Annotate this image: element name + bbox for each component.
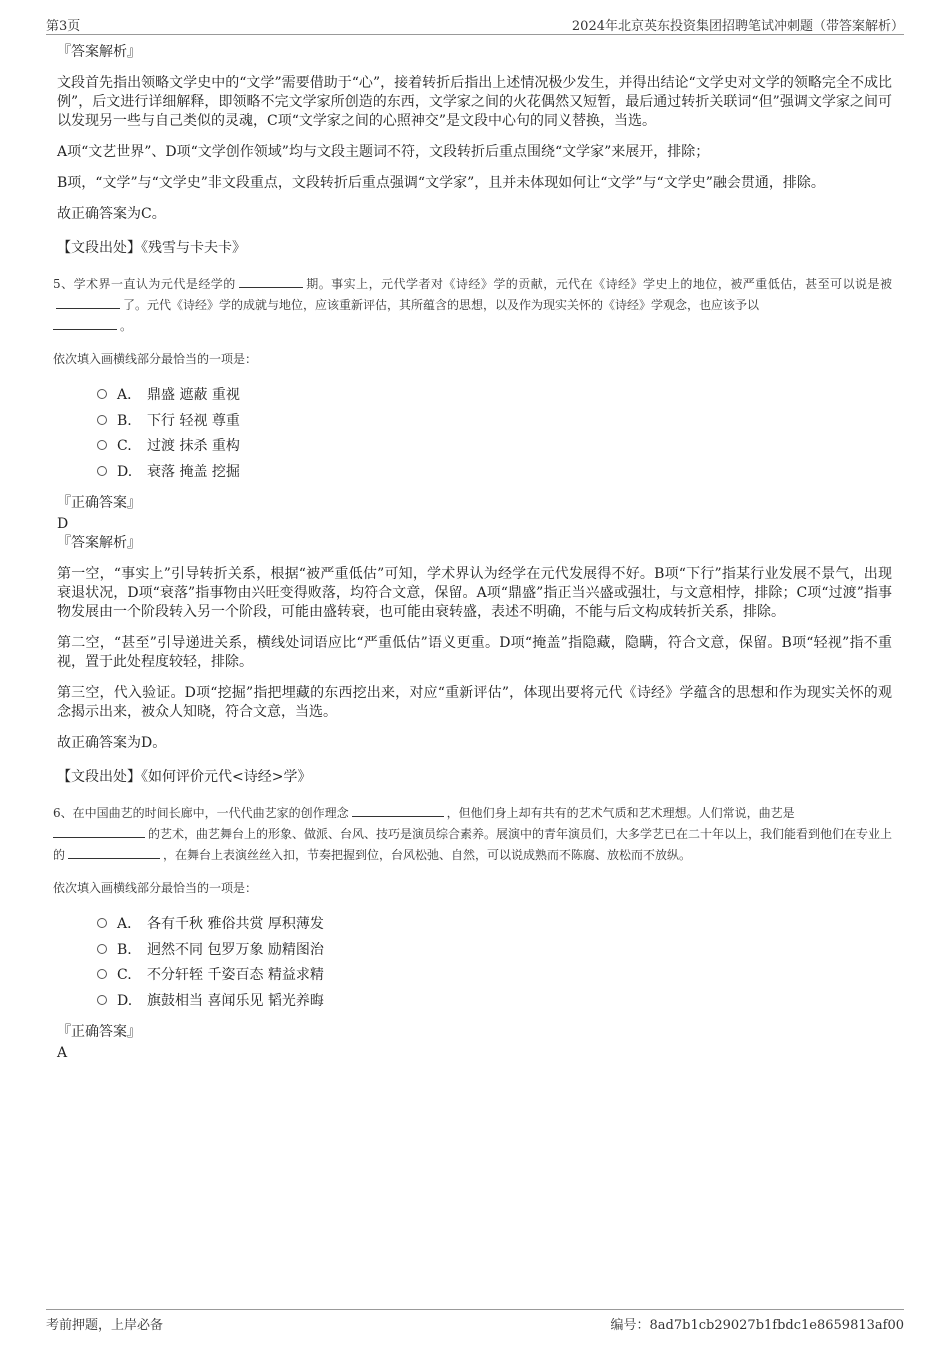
q5-blank-2: [56, 295, 120, 309]
q4-source: 【文段出处】《残雪与卡夫卡》: [57, 240, 246, 256]
q6-blank-2: [53, 824, 145, 838]
page-content: [53, 42, 893, 1062]
q5-options: [97, 383, 892, 485]
q5-correct-answer: D: [57, 516, 69, 532]
page-footer: [46, 1309, 904, 1334]
q5-prompt: 依次填入画横线部分最恰当的一项是：: [53, 352, 258, 366]
q6-option-b[interactable]: B. 迥然不同 包罗万象 励精图治: [97, 938, 892, 964]
q6-options: [97, 912, 892, 1014]
q5-analysis-para-3: 第三空，代入验证。D项“挖掘”指把埋藏的东西挖出来，对应“重新评估”，体现出要将元代《诗经》学蕴含的思想和作为现实关怀的观念揭示出来，被众人知晓，符合文意，当选。: [57, 685, 892, 720]
q6-option-c[interactable]: C. 不分轩轾 千姿百态 精益求精: [97, 963, 892, 989]
page-number: 第3页: [46, 19, 81, 34]
q6-option-d[interactable]: D. 旗鼓相当 喜闻乐见 韬光养晦: [97, 989, 892, 1015]
q5-option-a[interactable]: A． 鼎盛 遮蔽 重视: [97, 383, 892, 409]
radio-icon[interactable]: [97, 415, 107, 425]
radio-icon[interactable]: [97, 918, 107, 928]
q6-blank-3: [68, 845, 160, 859]
q5-source: 【文段出处】《如何评价元代<诗经>学》: [57, 769, 312, 785]
q5-option-c[interactable]: C. 过渡 抹杀 重构: [97, 434, 892, 460]
q4-analysis-para-4: 故正确答案为C。: [57, 206, 166, 222]
q6-option-a[interactable]: A． 各有千秋 雅俗共赏 厚积薄发: [97, 912, 892, 938]
q5-analysis-para-2: 第二空，“甚至”引导递进关系，横线处词语应比“严重低估”语义更重。D项“掩盖”指隐藏，隐瞒，符合文意，保留。B项“轻视”指不重视，置于此处程度较轻，排除。: [57, 635, 892, 670]
q4-analysis-para-2: A项“文艺世界”、D项“文学创作领域”均与文段主题词不符，文段转折后重点围绕“文学家”来展开，排除；: [57, 144, 710, 160]
q5-option-d[interactable]: D. 衰落 掩盖 挖掘: [97, 460, 892, 486]
page-header: [46, 12, 904, 35]
q6-correct-answer: A: [57, 1045, 68, 1061]
document-code: 编号：8ad7b1cb29027b1fbdc1e8659813af00: [610, 1318, 904, 1333]
q6-stem: 6、在中国曲艺的时间长廊中，一代代曲艺家的创作理念 ，但他们身上却有共有的艺术气质和艺术理想。人们常说，曲艺是 的艺术，曲艺舞台上的形象、做派、台风、技巧是演员综合素养。展演中的青年演员们，大多学艺已在二十年以上，我们能看到他们在专业上的 ，在舞台上表演丝丝入扣，节奏把握到位，台风松弛、自然，可以说成熟而不陈腐、放松而不放纵。: [53, 803, 892, 866]
q5-blank-1: [239, 274, 303, 288]
q4-analysis-para-3: B项，“文学”与“文学史”非文段重点，文段转折后重点强调“文学家”，且并未体现如何让“文学”与“文学史”融会贯通，排除。: [57, 175, 825, 191]
document-title: 2024年北京英东投资集团招聘笔试冲刺题（带答案解析）: [571, 19, 904, 34]
q5-correct-label: 『正确答案』: [57, 495, 141, 511]
q5-analysis-para-1: 第一空，“事实上”引导转折关系，根据“被严重低估”可知，学术界认为经学在元代发展得不好。B项“下行”指某行业发展不景气，出现衰退状况，D项“衰落”指事物由兴旺变得败落，均符合文意，保留。A项“鼎盛”指正当兴盛或强壮，与文意相悖，排除；C项“过渡”指事物发展由一个阶段转入另一个阶段，可能由盛转衰，也可能由衰转盛，表述不明确，不能与后文构成转折关系，排除。: [57, 566, 892, 620]
q6-blank-1: [352, 803, 444, 817]
q5-blank-3: [53, 316, 117, 330]
q6-correct-label: 『正确答案』: [57, 1024, 141, 1040]
q4-analysis-para-1: 文段首先指出领略文学史中的“文学”需要借助于“心”，接着转折后指出上述情况极少发生，并得出结论“文学史对文学的领略完全不成比例”，后文进行详细解释，即领略不完文学家所创造的东西，文学家之间的火花偶然又短暂，最后通过转折关联词“但”强调文学家之间可以发现另一些与自己类似的灵魂，C项“文学家之间的心照神交”是文段中心句的同义替换，当选。: [57, 75, 892, 129]
radio-icon[interactable]: [97, 466, 107, 476]
footer-slogan: 考前押题，上岸必备: [46, 1318, 164, 1333]
q6-prompt: 依次填入画横线部分最恰当的一项是：: [53, 881, 258, 895]
q4-analysis-label: 『答案解析』: [57, 44, 141, 60]
q5-option-b[interactable]: B. 下行 轻视 尊重: [97, 409, 892, 435]
q5-analysis-para-4: 故正确答案为D。: [57, 735, 167, 751]
q5-stem: 5、学术界一直认为元代是经学的 期。事实上，元代学者对《诗经》学的贡献，元代在《诗经》学史上的地位，被严重低估，甚至可以说是被了。元代《诗经》学的成就与地位，应该重新评估，其所蕴含的思想，以及作为现实关怀的《诗经》学观念，也应该予以 。: [53, 274, 892, 337]
radio-icon[interactable]: [97, 995, 107, 1005]
radio-icon[interactable]: [97, 969, 107, 979]
radio-icon[interactable]: [97, 944, 107, 954]
radio-icon[interactable]: [97, 389, 107, 399]
radio-icon[interactable]: [97, 440, 107, 450]
q5-analysis-label: 『答案解析』: [57, 535, 141, 551]
